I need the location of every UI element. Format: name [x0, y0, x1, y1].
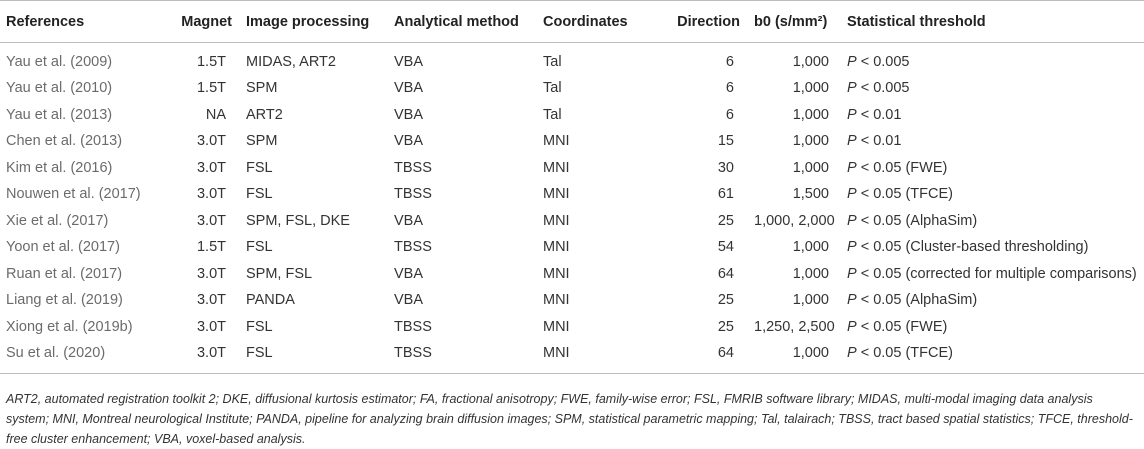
cell-b0: 1,000	[792, 106, 829, 123]
cell-coordinates: MNI	[537, 340, 670, 373]
threshold-value: < 0.01	[860, 133, 902, 150]
cell-image-processing: MIDAS, ART2	[246, 54, 336, 70]
threshold-value: < 0.05 (TFCE)	[860, 345, 953, 362]
column-header-b0: b0 (s/mm²)	[748, 1, 841, 43]
cell-direction: 6	[725, 80, 734, 97]
cell-b0: 1,000	[748, 340, 841, 373]
cell-b0: 1,000	[792, 159, 829, 176]
cell-magnet: 3.0T	[196, 186, 226, 203]
cell-coordinates: MNI	[543, 159, 570, 176]
cell-b0: 1,000	[792, 133, 829, 150]
cell-direction: 64	[670, 340, 748, 373]
cell-analytical-method: VBA	[394, 292, 424, 309]
cell-image-processing: SPM, FSL	[246, 265, 313, 282]
cell-analytical-method: VBA	[394, 54, 424, 70]
threshold-value: < 0.05 (AlphaSim)	[860, 212, 978, 229]
cell-direction: 25	[717, 212, 734, 229]
table-row	[0, 314, 1144, 341]
cell-image-processing: FSL	[246, 186, 273, 203]
cell-coordinates: MNI	[543, 265, 570, 282]
cell-magnet: 3.0T	[196, 265, 226, 282]
cell-magnet: 3.0T	[196, 133, 226, 150]
cell-direction: 6	[725, 106, 734, 123]
cell-magnet: 3.0T	[196, 318, 226, 335]
cell-coordinates: MNI	[543, 133, 570, 150]
cell-direction: 6	[725, 54, 734, 70]
cell-reference: Nouwen et al. (2017)	[6, 186, 141, 203]
cell-magnet: 3.0T	[196, 159, 226, 176]
threshold-value: < 0.05 (corrected for multiple comparisons)	[860, 265, 1137, 282]
cell-statistical-threshold	[841, 181, 1144, 208]
cell-magnet: 3.0T	[168, 340, 240, 373]
column-header-analytical-method: Analytical method	[388, 1, 537, 43]
table-row	[0, 43, 1144, 76]
cell-image-processing: FSL	[246, 239, 273, 256]
cell-magnet: 1.5T	[196, 239, 226, 256]
column-header-magnet: Magnet	[168, 1, 240, 43]
p-symbol: P	[847, 186, 857, 203]
cell-reference: Xiong et al. (2019b)	[6, 318, 133, 335]
cell-reference: Kim et al. (2016)	[6, 159, 113, 176]
column-header-image-processing: Image processing	[240, 1, 388, 43]
cell-statistical-threshold	[841, 261, 1144, 288]
cell-image-processing: ART2	[246, 106, 283, 123]
cell-direction: 64	[717, 265, 734, 282]
cell-statistical-threshold	[841, 102, 1144, 129]
cell-analytical-method: VBA	[394, 80, 424, 97]
table-row	[0, 102, 1144, 129]
cell-magnet: 3.0T	[196, 292, 226, 309]
cell-analytical-method: TBSS	[388, 340, 537, 373]
table-header-row	[0, 1, 1144, 43]
cell-coordinates: MNI	[543, 239, 570, 256]
cell-image-processing: PANDA	[246, 292, 295, 309]
cell-statistical-threshold	[841, 340, 1144, 373]
cell-coordinates: Tal	[543, 80, 562, 97]
cell-statistical-threshold	[841, 208, 1144, 235]
cell-reference: Liang et al. (2019)	[6, 292, 123, 309]
cell-magnet: 1.5T	[196, 54, 226, 70]
cell-direction: 54	[717, 239, 734, 256]
p-symbol: P	[847, 159, 857, 176]
threshold-value: < 0.01	[860, 106, 902, 123]
cell-statistical-threshold	[841, 43, 1144, 76]
cell-analytical-method: VBA	[394, 212, 424, 229]
cell-coordinates: Tal	[543, 106, 562, 123]
threshold-value: < 0.005	[860, 54, 910, 70]
cell-analytical-method: TBSS	[394, 159, 432, 176]
threshold-value: < 0.005	[860, 80, 910, 97]
cell-image-processing: FSL	[246, 318, 273, 335]
cell-analytical-method: TBSS	[394, 186, 432, 203]
cell-b0: 1,000	[792, 265, 829, 282]
column-header-coordinates: Coordinates	[537, 1, 670, 43]
cell-direction: 15	[717, 133, 734, 150]
table-row	[0, 181, 1144, 208]
p-symbol: P	[847, 239, 857, 256]
cell-image-processing: SPM	[246, 133, 278, 150]
p-symbol: P	[847, 318, 857, 335]
cell-b0: 1,000	[792, 292, 829, 309]
cell-b0: 1,250, 2,500	[754, 318, 835, 335]
cell-reference: Chen et al. (2013)	[6, 133, 123, 150]
table-row	[0, 234, 1144, 261]
cell-coordinates: MNI	[543, 186, 570, 203]
p-symbol: P	[847, 106, 857, 123]
cell-direction: 25	[717, 292, 734, 309]
cell-analytical-method: VBA	[394, 265, 424, 282]
table-row	[0, 208, 1144, 235]
table-body	[0, 43, 1144, 374]
table-row	[0, 340, 1144, 373]
cell-analytical-method: VBA	[394, 133, 424, 150]
cell-statistical-threshold	[841, 287, 1144, 314]
threshold-value: < 0.05 (TFCE)	[860, 186, 953, 203]
cell-direction: 30	[717, 159, 734, 176]
p-symbol: P	[847, 80, 857, 97]
cell-statistical-threshold	[841, 75, 1144, 102]
cell-image-processing: SPM	[246, 80, 278, 97]
table-row	[0, 155, 1144, 182]
p-symbol: P	[847, 212, 857, 229]
threshold-value: < 0.05 (AlphaSim)	[860, 292, 978, 309]
table-row	[0, 261, 1144, 288]
cell-reference: Xie et al. (2017)	[6, 212, 109, 229]
cell-magnet: NA	[205, 106, 226, 123]
cell-b0: 1,000	[792, 80, 829, 97]
p-symbol: P	[847, 133, 857, 150]
threshold-value: < 0.05 (FWE)	[860, 318, 948, 335]
cell-reference: Yau et al. (2009)	[6, 54, 113, 70]
cell-statistical-threshold	[841, 128, 1144, 155]
column-header-direction: Direction	[670, 1, 748, 43]
cell-analytical-method: TBSS	[394, 239, 432, 256]
threshold-value: < 0.05 (Cluster-based thresholding)	[860, 239, 1089, 256]
cell-direction: 61	[717, 186, 734, 203]
cell-image-processing: FSL	[240, 340, 388, 373]
column-header-statistical-threshold: Statistical threshold	[841, 1, 1144, 43]
p-symbol: P	[847, 265, 857, 282]
column-header-references: References	[0, 1, 168, 43]
cell-coordinates: MNI	[543, 292, 570, 309]
cell-magnet: 1.5T	[196, 80, 226, 97]
cell-reference: Yau et al. (2010)	[6, 80, 113, 97]
cell-b0: 1,000, 2,000	[754, 212, 835, 229]
table-row	[0, 287, 1144, 314]
cell-coordinates: Tal	[543, 54, 562, 70]
cell-statistical-threshold	[841, 234, 1144, 261]
cell-reference: Yoon et al. (2017)	[6, 239, 120, 256]
table-footnote: ART2, automated registration toolkit 2; DKE, diffusional kurtosis estimator; FA, fractional anisotropy; FWE, family-wise error; FSL, FMRIB software library; MIDAS, multi-modal imaging data analysis system; MNI, Montreal neurological Institute; PANDA, pipeline for analyzing brain diffusion images; SPM, statistical parametric mapping; Tal, talairach; TBSS, tract based spatial statistics; TFCE, threshold-free cluster enhancement; VBA, voxel-based analysis.	[6, 392, 1133, 446]
cell-reference: Su et al. (2020)	[0, 340, 168, 373]
cell-coordinates: MNI	[543, 318, 570, 335]
cell-reference: Ruan et al. (2017)	[6, 265, 123, 282]
cell-statistical-threshold	[841, 155, 1144, 182]
cell-statistical-threshold	[841, 314, 1144, 341]
cell-analytical-method: VBA	[394, 106, 424, 123]
table-row	[0, 75, 1144, 102]
cell-magnet: 3.0T	[196, 212, 226, 229]
threshold-value: < 0.05 (FWE)	[860, 159, 948, 176]
cell-analytical-method: TBSS	[394, 318, 432, 335]
p-symbol: P	[847, 54, 857, 70]
p-symbol: P	[847, 292, 857, 309]
cell-b0: 1,000	[792, 239, 829, 256]
cell-image-processing: FSL	[246, 159, 273, 176]
cell-coordinates: MNI	[543, 212, 570, 229]
table-row	[0, 128, 1144, 155]
cell-b0: 1,500	[792, 186, 829, 203]
cell-direction: 25	[717, 318, 734, 335]
p-symbol: P	[847, 345, 857, 362]
cell-reference: Yau et al. (2013)	[6, 106, 113, 123]
cell-image-processing: SPM, FSL, DKE	[246, 212, 350, 229]
cell-b0: 1,000	[792, 54, 829, 70]
